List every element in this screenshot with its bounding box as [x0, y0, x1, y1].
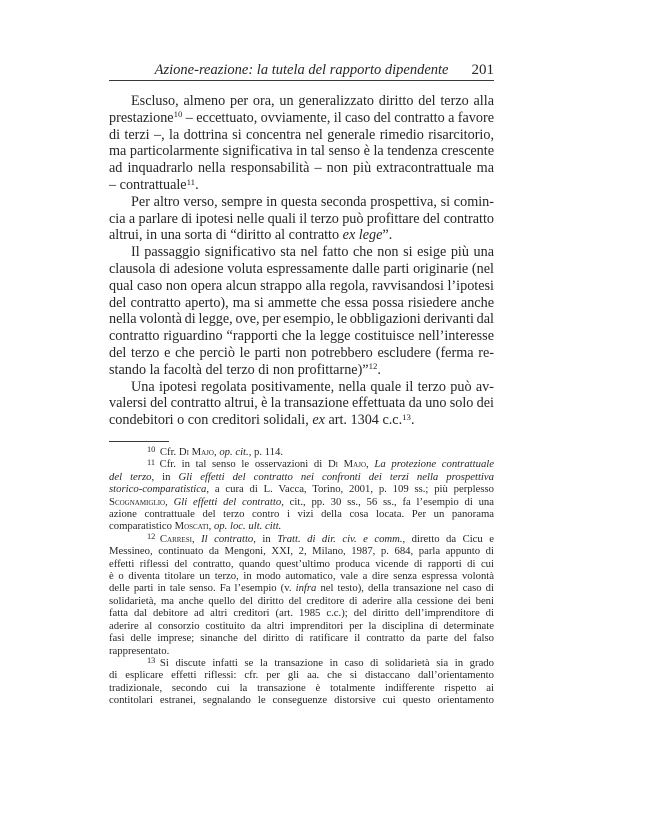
text-line	[109, 645, 494, 657]
text-span: rappresentato.	[109, 644, 170, 657]
text-span: Cfr. in tal senso le osservazioni di	[159, 458, 328, 471]
text-line	[109, 261, 494, 278]
text-span: Per altro verso, sempre in questa seconda prospettiva, si comin-	[131, 193, 494, 210]
text-span: fatta dal debitore ad altri creditori (art. 1985 c.c.); del diritto dell’imprenditore di	[109, 607, 494, 620]
text-line	[109, 657, 494, 669]
footnote-reference: 12	[368, 361, 378, 372]
text-span: del contratto aperto), ma si ammette che essa possa risiedere anche	[109, 294, 494, 311]
text-line	[109, 211, 494, 228]
italic-text: op. cit.	[219, 446, 249, 458]
text-span: aderire al consorzio costituito da altri imprenditori per la disciplina di determinate	[109, 619, 494, 632]
footnote	[109, 657, 494, 707]
text-span: Si discute infatti se la transazione in caso di solidarietà sia in grado	[159, 656, 494, 669]
header-rule	[109, 80, 494, 81]
text-span: ,	[191, 532, 202, 545]
text-line	[109, 177, 494, 194]
text-line	[109, 620, 494, 632]
text-span: condebitori o con creditori solidali,	[109, 412, 313, 429]
text-span: nel testo), della transazione nel caso di	[316, 582, 494, 595]
italic-text: Il contratto	[201, 532, 254, 545]
text-span: fasi delle imprese; sinanche del diritto di ratificare il contratto da parte del falso	[109, 632, 494, 645]
text-span: , in	[253, 532, 278, 545]
text-span: tradizionale, secondo cui la transazione è totalmente indifferente rispetto ai	[109, 681, 494, 694]
text-line	[109, 311, 494, 328]
small-caps-name: Moscati	[174, 520, 209, 533]
text-span: prestazione	[109, 109, 174, 126]
text-line	[109, 483, 494, 495]
footnote-number: 10	[147, 445, 156, 455]
footnote-reference: 13	[402, 411, 411, 422]
small-caps-name: Scognamiglio	[109, 495, 166, 508]
footnote-separator	[109, 441, 169, 442]
body-paragraph	[109, 93, 494, 194]
text-line	[109, 110, 494, 127]
italic-text: op. loc. ult. citt.	[213, 520, 282, 533]
text-span: ,	[213, 446, 220, 458]
text-span: Il passaggio significativo sta nel fatto che non si esige più una	[131, 244, 494, 261]
text-span: Escluso, almeno per ora, un generalizzato diritto del terzo alla	[131, 93, 494, 109]
text-span: delle parti in tale senso. Fa l’esempio (v.	[109, 582, 296, 595]
body-text	[109, 93, 494, 429]
text-span: .	[410, 412, 415, 429]
text-span: di terzi –, la dottrina si concentra nel generale rimedio risarcitorio,	[109, 126, 494, 143]
text-line	[109, 520, 494, 532]
text-span: – eccettuato, ovviamente, il caso del contratto a favore	[182, 109, 494, 126]
italic-text: Gli effetti del contratto nei confronti dei terzi nella prospettiva	[178, 470, 494, 483]
text-line	[109, 194, 494, 211]
italic-text: ex	[312, 412, 325, 429]
text-span: , diretto da Cicu e	[402, 532, 494, 545]
text-line	[109, 582, 494, 594]
footnote-number: 12	[147, 531, 156, 541]
text-line	[109, 682, 494, 694]
text-line	[109, 508, 494, 520]
italic-text: La protezione contrattuale	[374, 458, 494, 471]
text-span: del terzo e che perciò le parti non potrebbero escludere (ferma re-	[109, 344, 494, 361]
text-line	[109, 93, 494, 110]
text-line	[109, 595, 494, 607]
text-span: cia a parlare di ipotesi nelle quali il terzo può profittare del contratto	[109, 210, 494, 227]
small-caps-name: Carresi	[159, 532, 192, 545]
text-line	[109, 278, 494, 295]
text-span: , cit., pp. 30 ss., 56 ss., fa l’esempio di una	[281, 495, 495, 508]
small-caps-name: Di Majo	[327, 458, 367, 471]
text-span: clausola di adesione voluta espressamente dalle parti originarie (nel	[109, 260, 494, 277]
text-span: qual caso non opera alcun strappo alla regola, ravvisandosi l’ipotesi	[109, 277, 494, 294]
text-span: ,	[366, 458, 375, 471]
text-span: ma particolarmente significativa in tal senso è la tendenza crescente	[109, 143, 494, 160]
text-line	[109, 558, 494, 570]
small-caps-name: Di Majo	[178, 446, 214, 458]
text-span: effetti riflessi del contratto, quando quest’ultimo produca vicende di rapporti di cui	[109, 557, 494, 570]
text-span: di esplicare effetti riflessi: cfr. per gli aa. che si distaccano dall’orientamento	[109, 669, 494, 682]
text-line	[109, 345, 494, 362]
footnote	[109, 446, 494, 458]
text-span: , in	[151, 470, 179, 483]
footnote-reference: 11	[186, 176, 196, 187]
italic-text: Tratt. di dir. civ. e comm.	[277, 532, 403, 545]
text-line	[109, 328, 494, 345]
text-span: contitolari estranei, segnalando le conseguenze distorsive cui questo orientamento	[109, 694, 494, 707]
text-line	[109, 446, 494, 458]
text-span: azione contrattuale del terzo contro i vizi della cosa locata. Per un panorama	[109, 508, 494, 521]
text-line	[109, 362, 494, 379]
text-span: comparatistico	[109, 520, 175, 533]
text-line	[109, 143, 494, 160]
text-line	[109, 669, 494, 681]
footnote	[109, 458, 494, 532]
italic-text: storico-comparatistica	[109, 483, 207, 496]
text-line	[109, 160, 494, 177]
text-span: Cfr.	[159, 446, 179, 458]
italic-text: del terzo	[109, 470, 152, 483]
footnote-reference: 10	[173, 109, 183, 120]
text-span: stando la facoltà del terzo di non profittarne)”	[109, 361, 369, 378]
italic-text: infra	[295, 582, 317, 595]
text-line	[109, 244, 494, 261]
text-span: è o diventa titolare un terzo, in modo automatico, vale a dire senza espressa volontà	[109, 570, 494, 583]
text-span: nella volontà di legge, ove, per esempio, le obbligazioni derivanti dal	[109, 311, 494, 328]
text-line	[109, 379, 494, 396]
text-span: .	[377, 361, 381, 378]
text-span: ”.	[382, 227, 393, 244]
text-span: art. 1304 c.c.	[324, 412, 403, 429]
text-span: contratto riguardino “rapporti che la legge costituisce nell’interesse	[109, 328, 494, 345]
text-span: – contrattuale	[109, 176, 187, 193]
text-line	[109, 412, 494, 429]
text-span: Messineo, continuato da Mengoni, XXI, 2, Milano, 1987, p. 684, parla appunto di	[109, 545, 494, 558]
text-line	[109, 395, 494, 412]
footnotes	[109, 446, 494, 707]
text-span: , a cura di L. Vacca, Torino, 2001, p. 109 ss.; più perplesso	[206, 483, 494, 496]
running-header	[109, 61, 494, 79]
text-line	[109, 458, 494, 470]
italic-text: Gli effetti del contratto	[173, 495, 282, 508]
text-line	[109, 496, 494, 508]
text-span: valersi del contratto altrui, è la transazione effettuata da uno solo dei	[109, 395, 494, 412]
body-paragraph	[109, 244, 494, 378]
text-line	[109, 570, 494, 582]
text-line	[109, 533, 494, 545]
text-span: , p. 114.	[248, 446, 284, 458]
text-span: .	[195, 176, 199, 193]
text-span: ,	[165, 495, 174, 508]
text-line	[109, 607, 494, 619]
text-line	[109, 632, 494, 644]
running-title: Azione-reazione: la tutela del rapporto dipendente	[154, 62, 449, 78]
text-line	[109, 545, 494, 557]
text-span: altrui, in una sorta di “diritto al contratto	[109, 227, 343, 244]
text-line	[109, 471, 494, 483]
text-span: Una ipotesi regolata positivamente, nella quale il terzo può av-	[131, 378, 494, 395]
text-line	[109, 227, 494, 244]
text-line	[109, 295, 494, 312]
footnote-number: 11	[147, 457, 156, 467]
text-line	[109, 694, 494, 706]
page-number: 201	[471, 62, 494, 78]
text-span: ,	[208, 520, 214, 533]
text-span: ad inquadrarlo nella responsabilità – non più extracontrattuale ma	[109, 160, 494, 177]
body-paragraph	[109, 194, 494, 244]
text-span: solidarietà, ma anche quello del diritto del creditore di aderire alla cessione dei beni	[109, 594, 494, 607]
body-paragraph	[109, 379, 494, 429]
footnote-number: 13	[147, 656, 156, 665]
text-line	[109, 127, 494, 144]
italic-text: ex lege	[342, 227, 383, 244]
footnote	[109, 533, 494, 657]
